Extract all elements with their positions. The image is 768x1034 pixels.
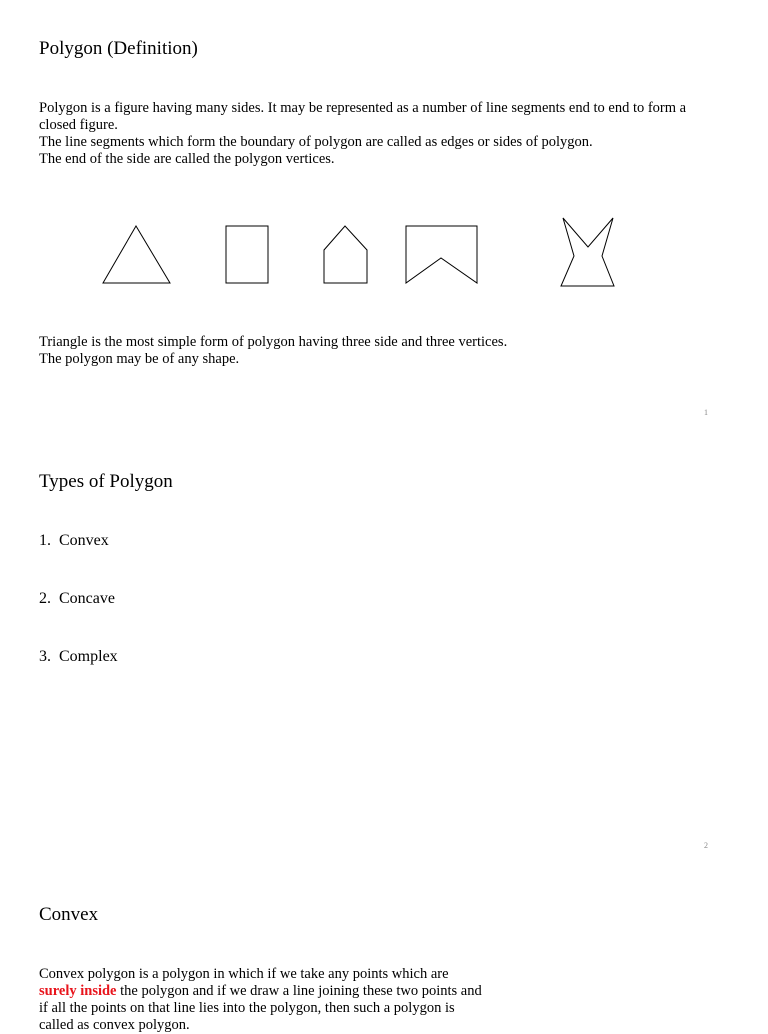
text-line: closed figure. <box>39 117 118 133</box>
text-line: Polygon is a figure having many sides. It may be represented as a number of line segments end to end to form a <box>39 100 687 116</box>
list-number: 1. <box>39 532 51 549</box>
text-line: Convex polygon is a polygon in which if we take any points which are <box>39 966 449 982</box>
text-line: The end of the side are called the polygon vertices. <box>39 151 335 167</box>
list-item <box>39 590 115 608</box>
list-label: Complex <box>59 648 118 665</box>
text-line <box>39 983 482 1000</box>
section-title: Convex <box>39 904 99 925</box>
definition-paragraph <box>39 100 686 168</box>
triangle-shape <box>103 226 170 283</box>
notched-rectangle-shape <box>406 226 477 283</box>
polygon-examples-figure <box>0 210 768 300</box>
list-number: 2. <box>39 590 51 607</box>
text-line: if all the points on that line lies into the polygon, then such a polygon is <box>39 1000 455 1016</box>
list-item <box>39 532 109 550</box>
highlighted-text: surely inside <box>39 983 117 999</box>
list-item <box>39 648 118 666</box>
pentagon-shape <box>324 226 367 283</box>
triangle-paragraph <box>39 334 507 368</box>
rectangle-shape <box>226 226 268 283</box>
list-label: Convex <box>59 532 109 549</box>
text-line: The polygon may be of any shape. <box>39 351 240 367</box>
page-number: 1 <box>704 408 708 417</box>
text-line: called as convex polygon. <box>39 1017 190 1033</box>
text-line: Triangle is the most simple form of polygon having three side and three vertices. <box>39 334 508 350</box>
list-number: 3. <box>39 648 51 665</box>
complex-polygon-shape <box>561 218 614 286</box>
list-label: Concave <box>59 590 115 607</box>
text-line: The line segments which form the boundary of polygon are called as edges or sides of polygon. <box>39 134 593 150</box>
page-title: Polygon (Definition) <box>39 38 198 59</box>
section-title: Types of Polygon <box>39 471 173 492</box>
page-number: 2 <box>704 841 708 850</box>
text-run: the polygon and if we draw a line joining these two points and <box>116 983 482 999</box>
